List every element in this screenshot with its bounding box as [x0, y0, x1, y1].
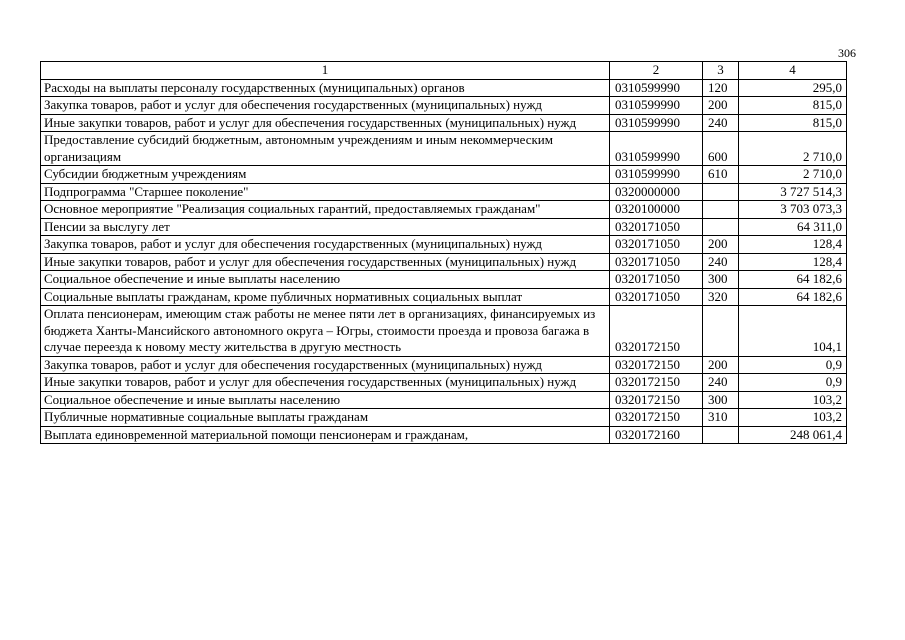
- table-row: [41, 183, 847, 201]
- header-col-4: 4: [739, 62, 847, 80]
- row-name-cell: Социальные выплаты гражданам, кроме публичных нормативных социальных выплат: [41, 288, 610, 306]
- row-name-cell: Социальное обеспечение и иные выплаты населению: [41, 271, 610, 289]
- row-code-cell: 0320172150: [610, 374, 703, 392]
- table-row: [41, 166, 847, 184]
- row-type-cell: [703, 183, 739, 201]
- table-row: [41, 409, 847, 427]
- row-type-cell: [703, 426, 739, 444]
- row-amount-cell: 104,1: [739, 306, 847, 357]
- row-code-cell: 0320171050: [610, 218, 703, 236]
- table-row: [41, 236, 847, 254]
- row-code-cell: 0320172150: [610, 306, 703, 357]
- row-code-cell: 0320171050: [610, 236, 703, 254]
- table-row: [41, 114, 847, 132]
- table-row: [41, 79, 847, 97]
- table-row: [41, 356, 847, 374]
- row-amount-cell: 248 061,4: [739, 426, 847, 444]
- row-name-cell: Иные закупки товаров, работ и услуг для обеспечения государственных (муниципальных) нужд: [41, 114, 610, 132]
- table-row: [41, 391, 847, 409]
- row-amount-cell: 2 710,0: [739, 166, 847, 184]
- row-amount-cell: 64 311,0: [739, 218, 847, 236]
- row-name-cell: Подпрограмма "Старшее поколение": [41, 183, 610, 201]
- row-code-cell: 0320100000: [610, 201, 703, 219]
- table-row: [41, 253, 847, 271]
- row-code-cell: 0320171050: [610, 253, 703, 271]
- row-type-cell: [703, 306, 739, 357]
- row-name-cell: Социальное обеспечение и иные выплаты населению: [41, 391, 610, 409]
- row-type-cell: 240: [703, 374, 739, 392]
- row-name-cell: Основное мероприятие "Реализация социальных гарантий, предоставляемых гражданам": [41, 201, 610, 219]
- row-code-cell: 0320172160: [610, 426, 703, 444]
- row-type-cell: 320: [703, 288, 739, 306]
- row-name-cell: Публичные нормативные социальные выплаты гражданам: [41, 409, 610, 427]
- row-code-cell: 0310599990: [610, 166, 703, 184]
- row-type-cell: [703, 201, 739, 219]
- row-name-cell: Закупка товаров, работ и услуг для обеспечения государственных (муниципальных) нужд: [41, 97, 610, 115]
- row-code-cell: 0320171050: [610, 271, 703, 289]
- row-type-cell: 240: [703, 114, 739, 132]
- row-type-cell: 200: [703, 356, 739, 374]
- table-row: [41, 218, 847, 236]
- row-name-cell: Закупка товаров, работ и услуг для обеспечения государственных (муниципальных) нужд: [41, 236, 610, 254]
- row-name-cell: Иные закупки товаров, работ и услуг для обеспечения государственных (муниципальных) нужд: [41, 253, 610, 271]
- row-amount-cell: 0,9: [739, 374, 847, 392]
- row-type-cell: 240: [703, 253, 739, 271]
- table-row: [41, 132, 847, 166]
- row-type-cell: 300: [703, 271, 739, 289]
- page-number: 306: [838, 46, 856, 60]
- row-type-cell: [703, 218, 739, 236]
- row-code-cell: 0310599990: [610, 97, 703, 115]
- row-code-cell: 0320000000: [610, 183, 703, 201]
- header-col-1: 1: [41, 62, 610, 80]
- table-row: [41, 426, 847, 444]
- row-type-cell: 610: [703, 166, 739, 184]
- table-row: [41, 201, 847, 219]
- row-code-cell: 0310599990: [610, 79, 703, 97]
- row-name-cell: Иные закупки товаров, работ и услуг для обеспечения государственных (муниципальных) нужд: [41, 374, 610, 392]
- row-name-cell: Расходы на выплаты персоналу государственных (муниципальных) органов: [41, 79, 610, 97]
- row-type-cell: 200: [703, 97, 739, 115]
- budget-table: [40, 61, 847, 444]
- row-code-cell: 0320172150: [610, 391, 703, 409]
- row-amount-cell: 128,4: [739, 253, 847, 271]
- row-amount-cell: 64 182,6: [739, 288, 847, 306]
- table-row: [41, 97, 847, 115]
- row-name-cell: Предоставление субсидий бюджетным, автономным учреждениям и иным некоммерческим организациям: [41, 132, 610, 166]
- row-type-cell: 310: [703, 409, 739, 427]
- row-amount-cell: 103,2: [739, 409, 847, 427]
- row-code-cell: 0310599990: [610, 132, 703, 166]
- row-code-cell: 0320171050: [610, 288, 703, 306]
- row-code-cell: 0320172150: [610, 356, 703, 374]
- row-amount-cell: 103,2: [739, 391, 847, 409]
- row-type-cell: 200: [703, 236, 739, 254]
- row-name-cell: Оплата пенсионерам, имеющим стаж работы не менее пяти лет в организациях, финансируемых из бюджета Ханты-Мансийского автономного округа – Югры, стоимости проезда и провоза багажа в случае переезда к новому месту жительства в другую местность: [41, 306, 610, 357]
- row-name-cell: Субсидии бюджетным учреждениям: [41, 166, 610, 184]
- row-name-cell: Пенсии за выслугу лет: [41, 218, 610, 236]
- row-amount-cell: 295,0: [739, 79, 847, 97]
- row-name-cell: Закупка товаров, работ и услуг для обеспечения государственных (муниципальных) нужд: [41, 356, 610, 374]
- row-amount-cell: 128,4: [739, 236, 847, 254]
- row-name-cell: Выплата единовременной материальной помощи пенсионерам и гражданам,: [41, 426, 610, 444]
- table-body: [41, 62, 847, 444]
- row-amount-cell: 815,0: [739, 114, 847, 132]
- row-amount-cell: 3 727 514,3: [739, 183, 847, 201]
- row-amount-cell: 2 710,0: [739, 132, 847, 166]
- row-type-cell: 300: [703, 391, 739, 409]
- table-row: [41, 306, 847, 357]
- table-row: [41, 374, 847, 392]
- row-type-cell: 600: [703, 132, 739, 166]
- row-amount-cell: 0,9: [739, 356, 847, 374]
- header-col-2: 2: [610, 62, 703, 80]
- row-type-cell: 120: [703, 79, 739, 97]
- row-amount-cell: 815,0: [739, 97, 847, 115]
- row-code-cell: 0310599990: [610, 114, 703, 132]
- header-col-3: 3: [703, 62, 739, 80]
- header-row: [41, 62, 847, 80]
- table-row: [41, 288, 847, 306]
- table-row: [41, 271, 847, 289]
- row-amount-cell: 64 182,6: [739, 271, 847, 289]
- row-code-cell: 0320172150: [610, 409, 703, 427]
- row-amount-cell: 3 703 073,3: [739, 201, 847, 219]
